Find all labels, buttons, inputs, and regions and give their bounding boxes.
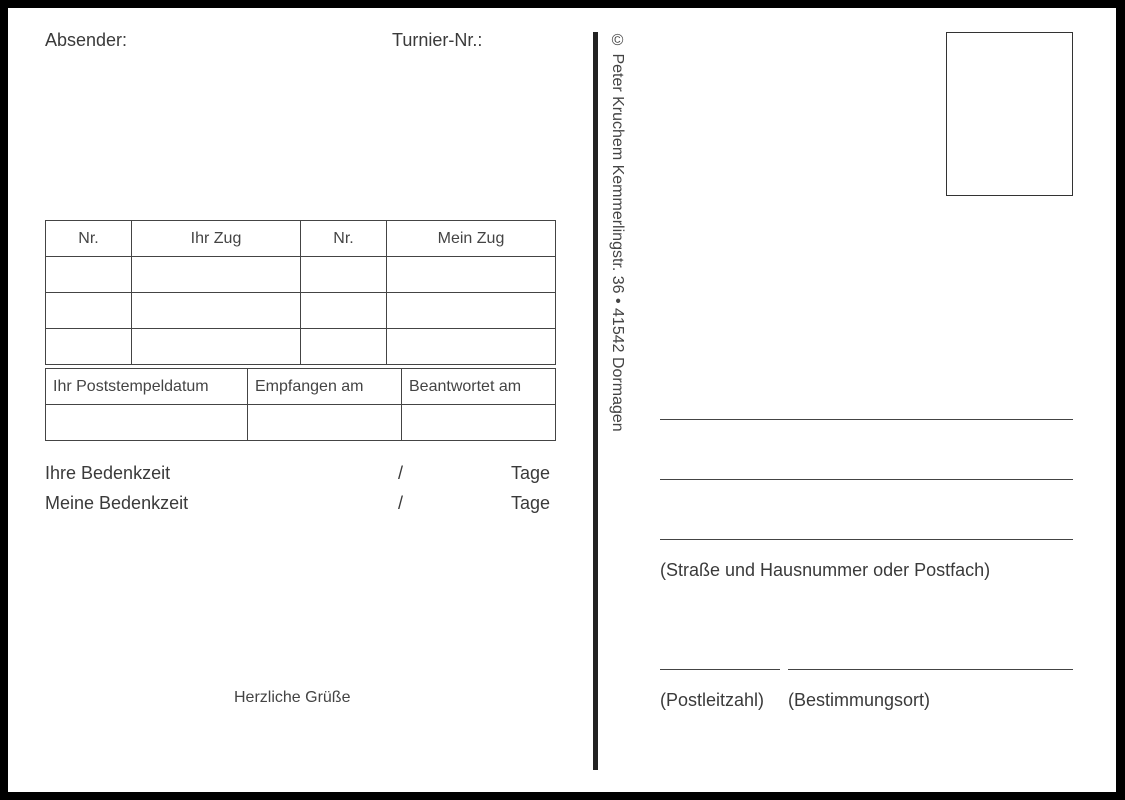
street-hint: (Straße und Hausnummer oder Postfach) <box>660 560 991 580</box>
header-my-move: Mein Zug <box>387 221 556 257</box>
stamp-box <box>946 32 1073 196</box>
my-thinking-time-unit: Tage <box>511 493 551 513</box>
city-line <box>788 669 1073 670</box>
move-cell <box>387 329 556 365</box>
postcode-line <box>660 669 780 670</box>
move-row <box>46 257 556 293</box>
move-cell <box>46 257 132 293</box>
move-cell <box>132 293 301 329</box>
moves-header-row <box>46 221 556 257</box>
dates-table <box>45 368 556 441</box>
copyright-text: © Peter Kruchem Kemmerlingstr. 36 • 41542 Dormagen <box>609 32 626 432</box>
move-cell <box>301 293 387 329</box>
move-cell <box>301 329 387 365</box>
move-cell <box>132 257 301 293</box>
dates-row <box>46 405 556 441</box>
center-divider <box>593 32 598 770</box>
header-your-move: Ihr Zug <box>132 221 301 257</box>
move-cell <box>46 293 132 329</box>
move-row <box>46 293 556 329</box>
date-cell <box>402 405 556 441</box>
greeting: Herzliche Grüße <box>234 689 351 706</box>
moves-table <box>45 220 556 365</box>
move-row <box>46 329 556 365</box>
address-line-3 <box>660 539 1073 540</box>
my-thinking-time-slash: / <box>398 493 404 513</box>
postcode-hint: (Postleitzahl) <box>660 690 765 710</box>
address-line-1 <box>660 419 1073 420</box>
my-thinking-time-label: Meine Bedenkzeit <box>45 493 189 513</box>
postcard <box>8 8 1116 792</box>
dates-header-row <box>46 369 556 405</box>
move-cell <box>301 257 387 293</box>
move-cell <box>387 257 556 293</box>
your-thinking-time-unit: Tage <box>511 463 551 483</box>
move-cell <box>46 329 132 365</box>
header-answered-on: Beantwortet am <box>402 369 556 405</box>
date-cell <box>46 405 248 441</box>
city-hint: (Bestimmungsort) <box>788 690 931 710</box>
date-cell <box>248 405 402 441</box>
sender-label: Absender: <box>45 30 128 50</box>
address-line-2 <box>660 479 1073 480</box>
move-cell <box>387 293 556 329</box>
header-nr-mine: Nr. <box>301 221 387 257</box>
header-nr-yours: Nr. <box>46 221 132 257</box>
move-cell <box>132 329 301 365</box>
tournament-number-label: Turnier-Nr.: <box>392 30 483 50</box>
your-thinking-time-slash: / <box>398 463 404 483</box>
header-received-on: Empfangen am <box>248 369 402 405</box>
header-postmark-date: Ihr Poststempeldatum <box>46 369 248 405</box>
your-thinking-time-label: Ihre Bedenkzeit <box>45 463 171 483</box>
